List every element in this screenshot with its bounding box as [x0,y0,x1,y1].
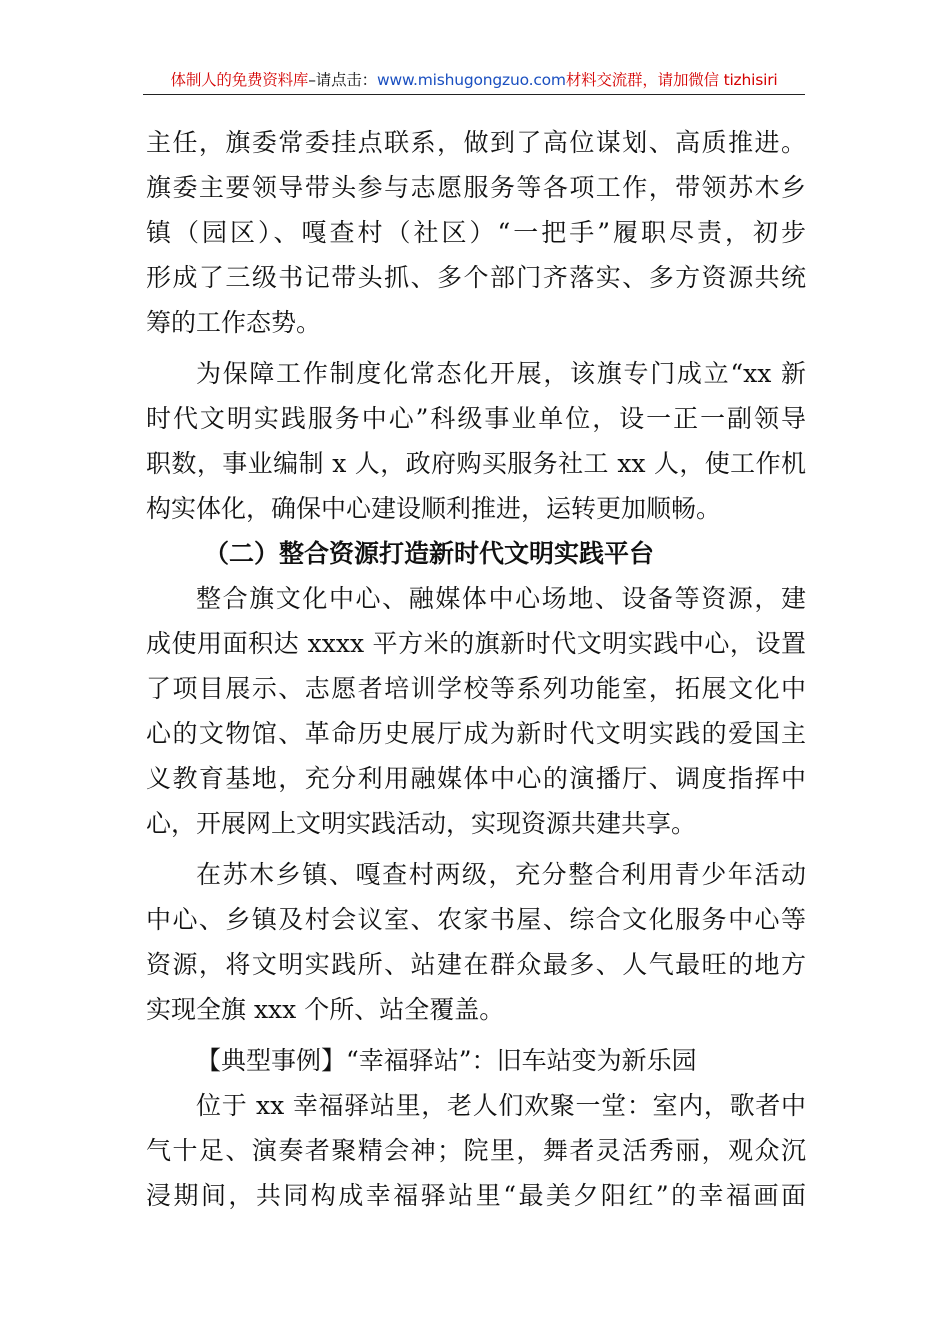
text-line: 为保障工作制度化常态化开展，该旗专门成立“xx 新 [196,359,806,388]
text-line: 浸期间，共同构成幸福驿站里“最美夕阳红”的幸福画面 [146,1181,806,1210]
paragraph-4 [146,852,806,1032]
text-line: 资源，将文明实践所、站建在群众最多、人气最旺的地方 [146,950,806,979]
document-body [146,120,806,1218]
text-line: 时代文明实践服务中心”科级事业单位，设一正一副领导 [146,404,806,433]
text-line: 镇（园区）、嘎查村（社区）“一把手”履职尽责，初步 [146,218,806,247]
section-heading: （二）整合资源打造新时代文明实践平台 [204,539,655,568]
page-header [143,66,805,95]
text-line: 形成了三级书记带头抓、多个部门齐落实、多方资源共统 [146,263,806,292]
text-line: 在苏木乡镇、嘎查村两级，充分整合利用青少年活动 [196,860,806,889]
text-line: 气十足、演奏者聚精会神；院里，舞者灵活秀丽，观众沉 [146,1136,806,1165]
paragraph-5 [146,1083,806,1218]
text-line: 成使用面积达 xxxx 平方米的旗新时代文明实践中心，设置 [146,629,806,658]
header-click-prompt: –请点击： [308,71,377,89]
text-line: 心，开展网上文明实践活动，实现资源共建共享。 [146,809,697,838]
header-site-name: 体制人的免费资料库 [170,71,309,89]
header-url-link[interactable]: www.mishugongzuo.com [376,71,566,89]
text-line: 旗委主要领导带头参与志愿服务等各项工作，带领苏木乡 [146,173,806,202]
text-line: 义教育基地，充分利用融媒体中心的演播厅、调度指挥中 [146,764,806,793]
paragraph-1 [146,120,806,345]
paragraph-3 [146,576,806,846]
text-line: 心的文物馆、革命历史展厅成为新时代文明实践的爱国主 [146,719,806,748]
text-line: 主任，旗委常委挂点联系，做到了高位谋划、高质推进。 [146,128,806,157]
text-line: 构实体化，确保中心建设顺利推进，运转更加顺畅。 [146,494,722,523]
text-line: 职数，事业编制 x 人，政府购买服务社工 xx 人，使工作机 [146,449,806,478]
example-title: 【典型事例】“幸福驿站”：旧车站变为新乐园 [196,1046,697,1075]
header-contact-text: 材料交流群，请加微信 tizhisiri [565,71,778,89]
text-line: 实现全旗 xxx 个所、站全覆盖。 [146,995,505,1024]
text-line: 整合旗文化中心、融媒体中心场地、设备等资源，建 [196,584,806,613]
text-line: 了项目展示、志愿者培训学校等系列功能室，拓展文化中 [146,674,806,703]
paragraph-2 [146,351,806,531]
text-line: 位于 xx 幸福驿站里，老人们欢聚一堂：室内，歌者中 [196,1091,806,1120]
text-line: 中心、乡镇及村会议室、农家书屋、综合文化服务中心等 [146,905,806,934]
text-line: 筹的工作态势。 [146,308,322,337]
